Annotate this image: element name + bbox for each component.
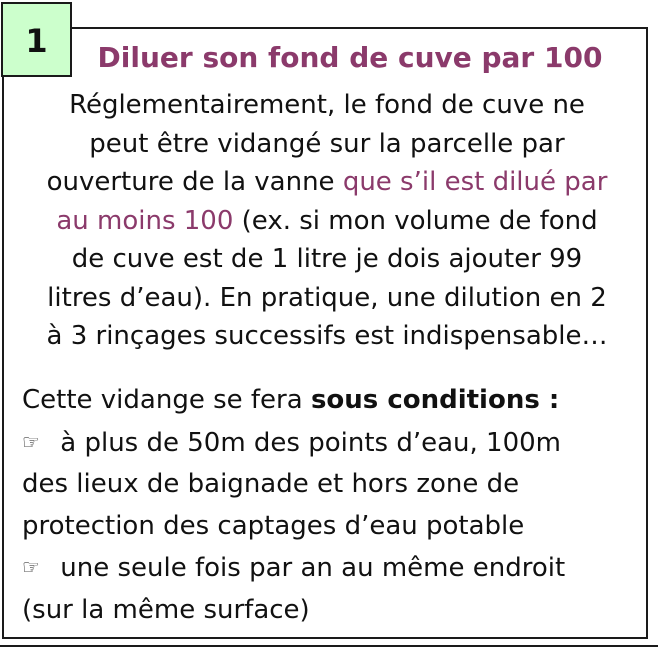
condition-item-2	[22, 547, 642, 590]
bottom-divider	[0, 645, 658, 647]
intro-line: à 3 rinçages successifs est indispensable…	[46, 321, 608, 351]
condition-text-line: des lieux de baignade et hors zone de	[22, 469, 520, 499]
step-number-badge: 1	[1, 2, 72, 77]
condition-text-line: (sur la même surface)	[22, 594, 310, 625]
card-title: Diluer son fond de cuve par 100	[97, 41, 603, 74]
pointing-hand-icon: ☞	[22, 555, 40, 579]
intro-line: Réglementairement, le fond de cuve ne	[69, 90, 585, 120]
conditions-section	[22, 380, 642, 631]
intro-text: (ex. si mon volume de fond	[233, 205, 598, 236]
conditions-lead-text: Cette vidange se fera	[22, 385, 311, 415]
pointing-hand-icon: ☞	[22, 429, 40, 454]
intro-line	[18, 163, 636, 202]
highlight-text: au moins 100	[56, 205, 234, 236]
conditions-lead-bold: sous conditions :	[310, 385, 560, 415]
intro-text: ouverture de la vanne	[46, 167, 343, 197]
intro-line: peut être vidangé sur la parcelle par	[89, 128, 565, 159]
intro-line	[18, 202, 636, 241]
highlight-text: que s’il est dilué par	[342, 167, 608, 197]
condition-text: une seule fois par an au même endroit	[52, 553, 566, 583]
condition-item-1	[22, 422, 642, 465]
condition-text: à plus de 50m des points d’eau, 100m	[52, 427, 562, 458]
conditions-lead	[22, 380, 642, 422]
intro-paragraph	[18, 86, 636, 356]
intro-line: litres d’eau). En pratique, une dilution en 2	[47, 282, 607, 313]
condition-text-line: protection des captages d’eau potable	[22, 510, 525, 541]
intro-line: de cuve est de 1 litre je dois ajouter 99	[71, 244, 583, 274]
